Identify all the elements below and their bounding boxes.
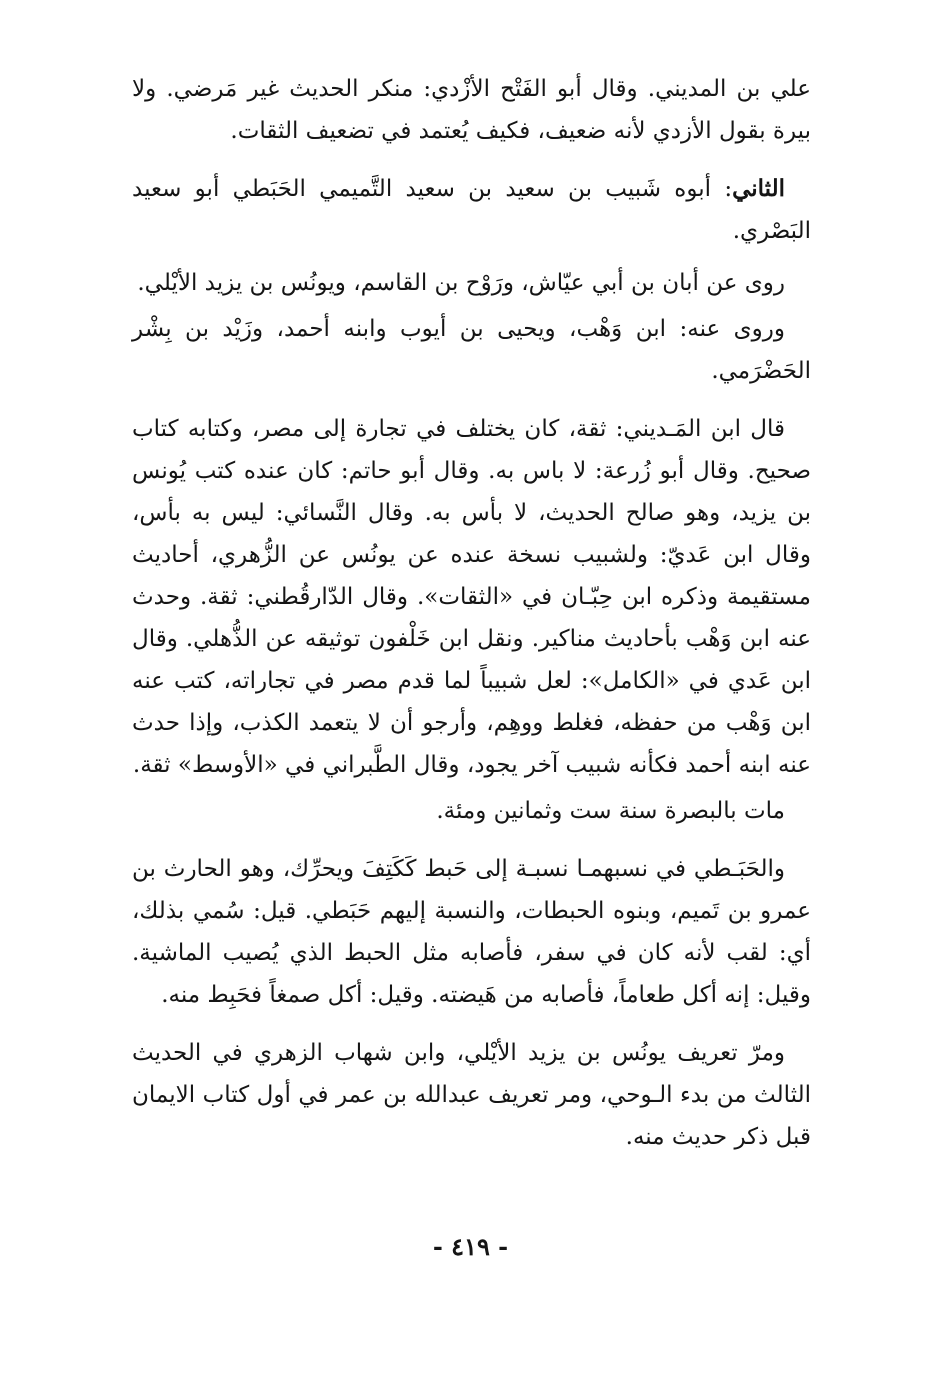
paragraph-second-narrator	[132, 168, 811, 252]
paragraph-text: : أبوه شَبيب بن سعيد بن سعيد التَّميمي الحَبَطي أبو سعيد البَصْري.	[132, 176, 811, 244]
section-lead-word: الثاني	[732, 175, 785, 202]
paragraph-scholar-opinions	[132, 408, 811, 786]
paragraph-text: قال ابن المَـديني: ثقة، كان يختلف في تجارة إلى مصر، وكتابه كتاب صحيح. وقال أبو زُرعة: لا باس به. وقال أبو حاتم: كان عنده كتب يُونس بن يزيد، وهو صالح الحديث، لا بأس به. وقال النَّسائي: ليس به بأس، وقال ابن عَديّ: ولشبيب نسخة عنده عن يونُس عن الزُّهري، أحاديث مستقيمة وذكره ابن حِبّـان في «الثقات». وقال الدّارقُطني: ثقة. وحدث عنه ابن وَهْب بأحاديث مناكير. ونقل ابن خَلْفون توثيقه عن الذُّهلي. وقال ابن عَدي في «الكامل»: لعل شبيباً لما قدم مصر في تجاراته، كتب عنه ابن وَهْب من حفظه، فغلط ووهِم، وأرجو أن لا يتعمد الكذب، وإذا حدث عنه ابنه أحمد فكأنه شبيب آخر يجود، وقال الطَّبراني في «الأوسط» ثقة.	[132, 416, 811, 778]
paragraph-continuation	[132, 68, 811, 152]
paragraph-narrated-from	[132, 262, 811, 304]
paragraph-habati-lineage	[132, 848, 811, 1016]
paragraph-cross-reference	[132, 1032, 811, 1158]
page-number: - ٤١٩ -	[432, 1232, 509, 1261]
paragraph-text: ومرّ تعريف يونُس بن يزيد الأيْلي، وابن شهاب الزهري في الحديث الثالث من بدء الـوحي، ومر تعريف عبدالله بن عمر في أول كتاب الايمان قبل ذكر حديث منه.	[132, 1040, 811, 1150]
paragraph-text: وروى عنه: ابن وَهْب، ويحيى بن أيوب وابنه أحمد، وزَيْد بن بِشْر الحَضْرَمي.	[132, 316, 811, 384]
paragraph-text: علي بن المديني. وقال أبو الفَتْح الأزْدي: منكر الحديث غير مَرضي. ولا بيرة بقول الأزدي لأنه ضعيف، فكيف يُعتمد في تضعيف الثقات.	[132, 76, 811, 144]
paragraph-text: والحَبَـطي في نسبهمـا نسبـة إلى حَبط كَكَتِفَ ويحرِّك، وهو الحارث بن عمرو بن تَميم، وبنوه الحبطات، والنسبة إليهم حَبَطي. قيل: سُمي بذلك، أي: لقب لأنه كان في سفر، فأصابه مثل الحبط الذي يُصيب الماشية. وقيل: إنه أكل طعاماً، فأصابه من هَيضته. وقيل: أكل صمغاً فحَبِط منه.	[132, 856, 811, 1008]
paragraph-text: روى عن أبان بن أبي عيّاش، ورَوْح بن القاسم، ويونُس بن يزيد الأيْلي.	[137, 270, 785, 296]
paragraph-death-year	[132, 790, 811, 832]
paragraph-text: مات بالبصرة سنة ست وثمانين ومئة.	[436, 798, 785, 824]
paragraph-narrated-by	[132, 308, 811, 392]
